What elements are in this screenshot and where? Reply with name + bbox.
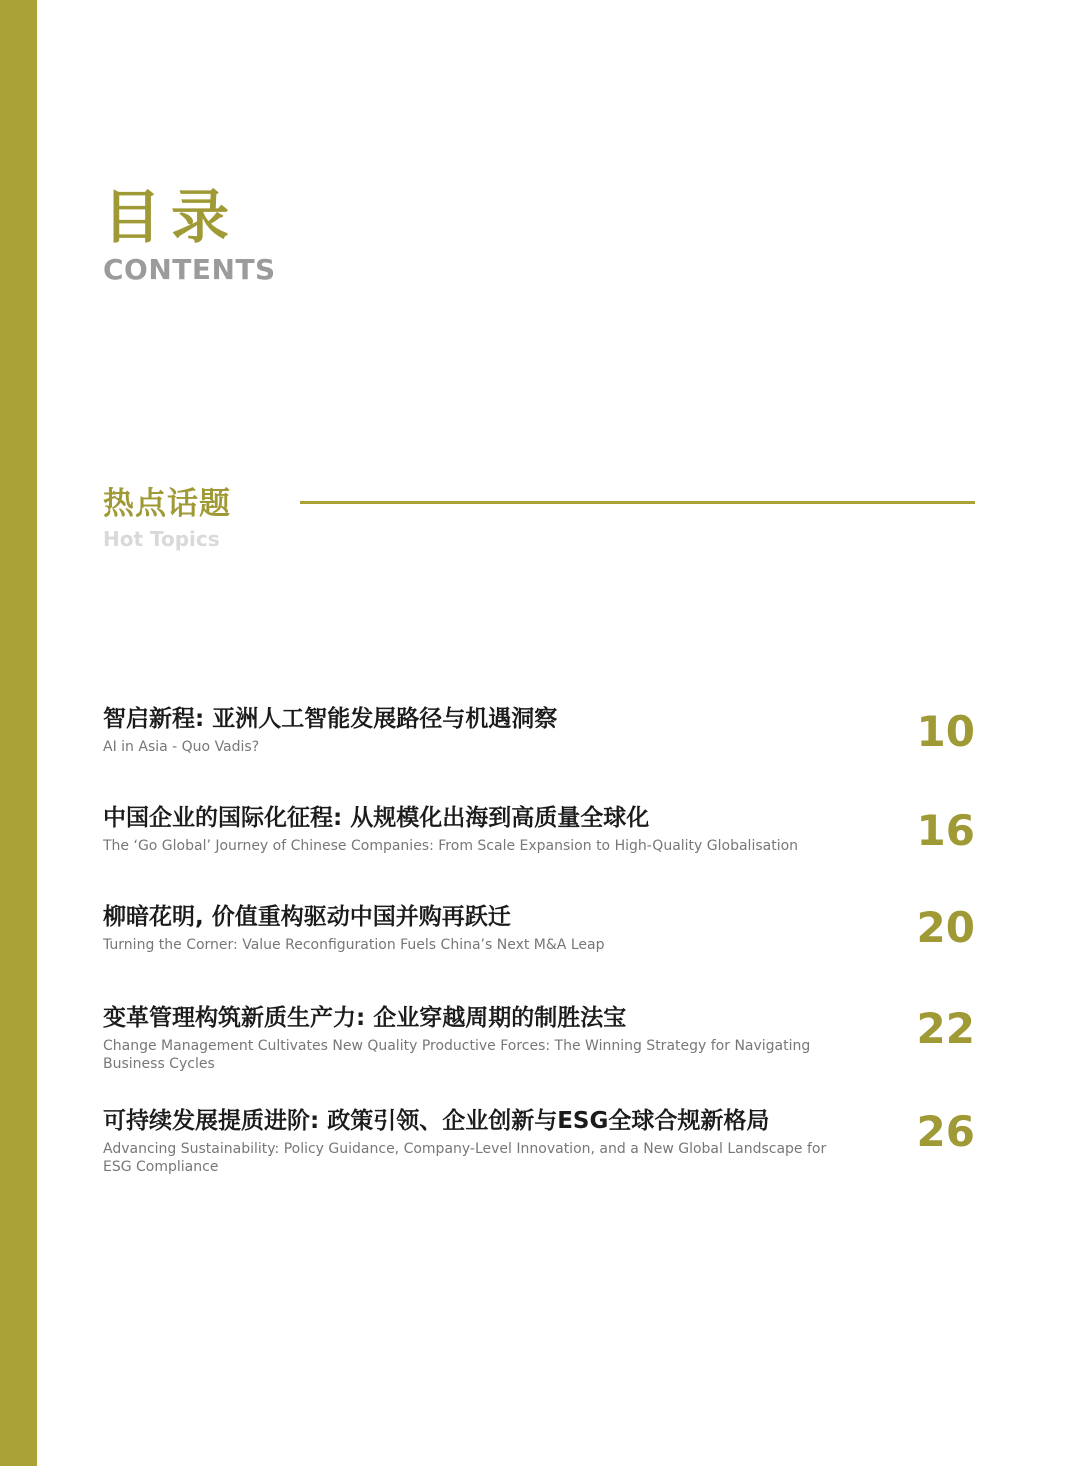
toc-entry-title-en: Advancing Sustainability: Policy Guidance, Company-Level Innovation, and a New Global Landscape for ESG Compliance	[103, 1141, 827, 1175]
toc-entry-title-cn: 变革管理构筑新质生产力: 企业穿越周期的制胜法宝	[103, 1005, 627, 1031]
toc-entry-change-management[interactable]	[103, 1003, 975, 1073]
page-title-en: CONTENTS	[103, 253, 276, 286]
toc-entry-title-cn: 智启新程: 亚洲人工智能发展路径与机遇洞察	[103, 706, 558, 732]
toc-entry-title-cn: 可持续发展提质进阶: 政策引领、企业创新与ESG全球合规新格局	[103, 1108, 770, 1134]
page-title-cn: 目录	[103, 183, 240, 251]
toc-entry-page-number: 16	[916, 806, 975, 855]
section-header-hot-topics	[103, 484, 231, 552]
toc-entry-m-and-a[interactable]	[103, 902, 975, 954]
section-title-en: Hot Topics	[103, 527, 220, 551]
toc-entry-title-cn: 柳暗花明, 价值重构驱动中国并购再跃迁	[103, 904, 511, 930]
toc-entry-title-en: The ‘Go Global’ Journey of Chinese Companies: From Scale Expansion to High-Quality Globalisation	[103, 838, 799, 854]
side-accent-bar	[0, 0, 37, 1466]
toc-entry-title-en: Change Management Cultivates New Quality Productive Forces: The Winning Strategy for Navigating Business Cycles	[103, 1038, 811, 1072]
contents-title-block	[103, 183, 276, 287]
toc-entry-title-en: AI in Asia - Quo Vadis?	[103, 739, 260, 755]
toc-entry-page-number: 26	[916, 1107, 975, 1156]
section-divider	[300, 501, 975, 504]
section-title-cn: 热点话题	[103, 486, 231, 522]
toc-entry-page-number: 10	[916, 707, 975, 756]
toc-entry-title-cn: 中国企业的国际化征程: 从规模化出海到高质量全球化	[103, 805, 650, 831]
toc-entry-go-global[interactable]	[103, 803, 975, 855]
toc-entry-page-number: 20	[916, 903, 975, 952]
toc-entry-page-number: 22	[916, 1004, 975, 1053]
toc-entry-ai-in-asia[interactable]	[103, 704, 975, 756]
toc-entry-sustainability[interactable]	[103, 1106, 975, 1176]
toc-entry-title-en: Turning the Corner: Value Reconfiguration Fuels China’s Next M&A Leap	[103, 937, 605, 953]
